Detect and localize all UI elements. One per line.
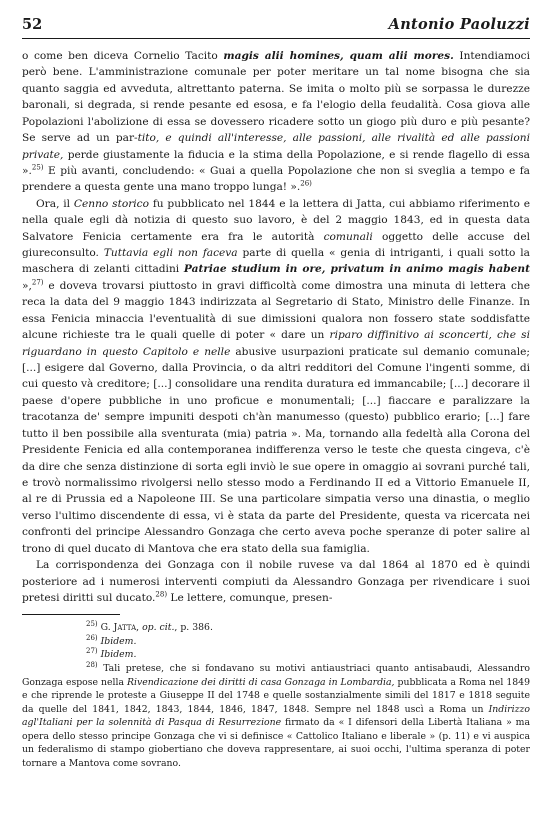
footnote-divider <box>22 614 120 615</box>
running-title: Antonio Paoluzzi <box>388 16 530 33</box>
paragraph-3: La corrispondenza dei Gonzaga con il nobile ruvese va dal 1864 al 1870 ed è quindi posteriore ad i numerosi interventi compiuti da Alessandro Gonzaga per rivendicare i suoi pretesi diritti sul ducato.$^{28)}$ Le lettere, comunque, presen- <box>22 559 530 604</box>
title-cenno-storico: Cenno storico <box>73 197 149 210</box>
paragraph-1: o come ben diceva Cornelio Tacito magis alii homines, quam alii mores. Intendiamoci però bene. L'amministrazione comunale per poter meritare un tal nome bisogna che sia quanto saggia ed avveduta, altrettanto paterna. Se imita o molto più se sorpassa le durezze baronali, si degrada, si rende pesante ed esosa, e fa l'elogio della feudalità. Cosa giova alle Popolazioni l'abolizione di essa se dovessero ricadere sotto un giogo più duro e più pesante? Se serve ad un par-tito, e quindi all'interesse, alle passioni, alle rivalità ed alle passioni private, perde giustamente la fiducia e la stima della Popolazione, e si rende flagello di essa ».$^{25)}$ E più avanti, concludendo: « Guai a quella Popolazione che non si sveglia a tempo e fa prendere a questa gente una mano troppo lunga! ».$^{26)}$ <box>22 50 530 194</box>
footnote-25: $^{25)}$ G. Jatta, op. cit., p. 386. <box>86 620 213 634</box>
footnotes <box>22 621 530 770</box>
page-number: 52 <box>22 16 43 33</box>
footnote-28: $^{28)}$ Tali pretese, che si fondavano su motivi antiaustriaci quanto antisabaudi, Alessandro Gonzaga espose nella Rivendicazione dei diritti di casa Gonzaga in Lombardia, pubblicata a Roma nel 1849 e che riprende le proteste a Giuseppe II del 1748 e quelle sostanzialmente simili del 1817 e 1818 seguite da quelle del 1841, 1842, 1843, 1844, 1846, 1847, 1848. Sempre nel 1848 uscì a Roma un Indirizzo agl'Italiani per la solennità di Pasqua di Resurrezione firmato da « I difensori della Libertà Italiana » ma opera dello stesso principe Gonzaga che vi si definisce « Cattolico Italiano e liberale » (p. 11) e vi auspica un federalismo di stampo giobertiano che doveva rappresentare, ai suoi occhi, l'ultima speranza di poter tornare a Mantova come sovrano. <box>22 660 531 769</box>
footnote-ref-26[interactable]: 26) <box>300 179 312 188</box>
footnote-ref-28[interactable]: 28) <box>155 590 168 599</box>
latin-quote: magis alii homines, quam alii mores. <box>223 50 454 62</box>
footnote-26: $^{26)}$ Ibidem. <box>86 633 137 647</box>
latin-quote: Patriae studium in ore, privatum in animo magis habent <box>183 263 530 276</box>
footnote-ref-25[interactable]: 25) <box>31 163 44 172</box>
footnote-27: $^{27)}$ Ibidem. <box>86 647 137 661</box>
body-text <box>22 48 530 606</box>
book-page <box>22 14 530 770</box>
footnote-ref-27[interactable]: 27) <box>31 278 44 287</box>
running-header <box>22 14 530 39</box>
paragraph-2: Ora, il Cenno storico fu pubblicato nel 1844 e la lettera di Jatta, cui abbiamo riferimento e nella quale egli dà notizia di questo suo lavoro, è del 2 maggio 1843, ed in questa data Salvatore Fenicia certamente era fra le autorità comunali oggetto delle accuse del giureconsulto. Tuttavia egli non faceva parte di quella « genia di intriganti, i quali sotto la maschera di zelanti cittadini Patriae studium in ore, privatum in animo magis habent »,$^{27)}$ e doveva trovarsi piuttosto in gravi difficoltà come dimostra una minuta di lettera che reca la data del 9 maggio 1843 indirizzata al Segretario di Stato, Ministro delle Finanze. In essa Fenicia minaccia l'eventualità di sue dimissioni qualora non fossero state soddisfatte alcune richieste tra le quali quelle di poter « dare un riparo diffinitivo ai sconcerti, che si riguardano in questo Capitolo e nelle abusive usurpazioni praticate sul demanio comunale; [...] esigere dal Governo, dalla Provincia, o da altri redditori del Comune l'ingenti somme, di cui questo và creditore; [...] consolidare una rendita duratura ed immancabile; [...] decorare il paese d'opere pubbliche in uno proficue e monumentali; [...] fiaccare e paralizzare la tracotanza de' sempre impuniti despoti ch'àn manumesso (questo) pubblico erario; [...] fare tutto il ben possibile alla sventurata (mia) patria ». Ma, tornando alla fedeltà alla Corona del Presidente Fenicia ed alla contemporanea indifferenza verso le teste che questa cingeva, c'è da dire che senza distinzione di sorta egli inviò le sue opere in omaggio ai sovrani purché tali, e trovò normalissimo rivolgersi nello stesso modo a Ferdinando II ed a Vittorio Emanuele II, al re di Prussia ed a Napoleone III. Se una particolare simpatia verso una dinastia, o meglio verso l'ultimo discendente di essa, vi è stata da parte del Presidente, questa va ricercata nei confronti del principe Alessandro Gonzaga che certo aveva poche speranze di poter salire al trono di quel ducato di Mantova che era stato della sua famiglia. <box>22 197 531 555</box>
